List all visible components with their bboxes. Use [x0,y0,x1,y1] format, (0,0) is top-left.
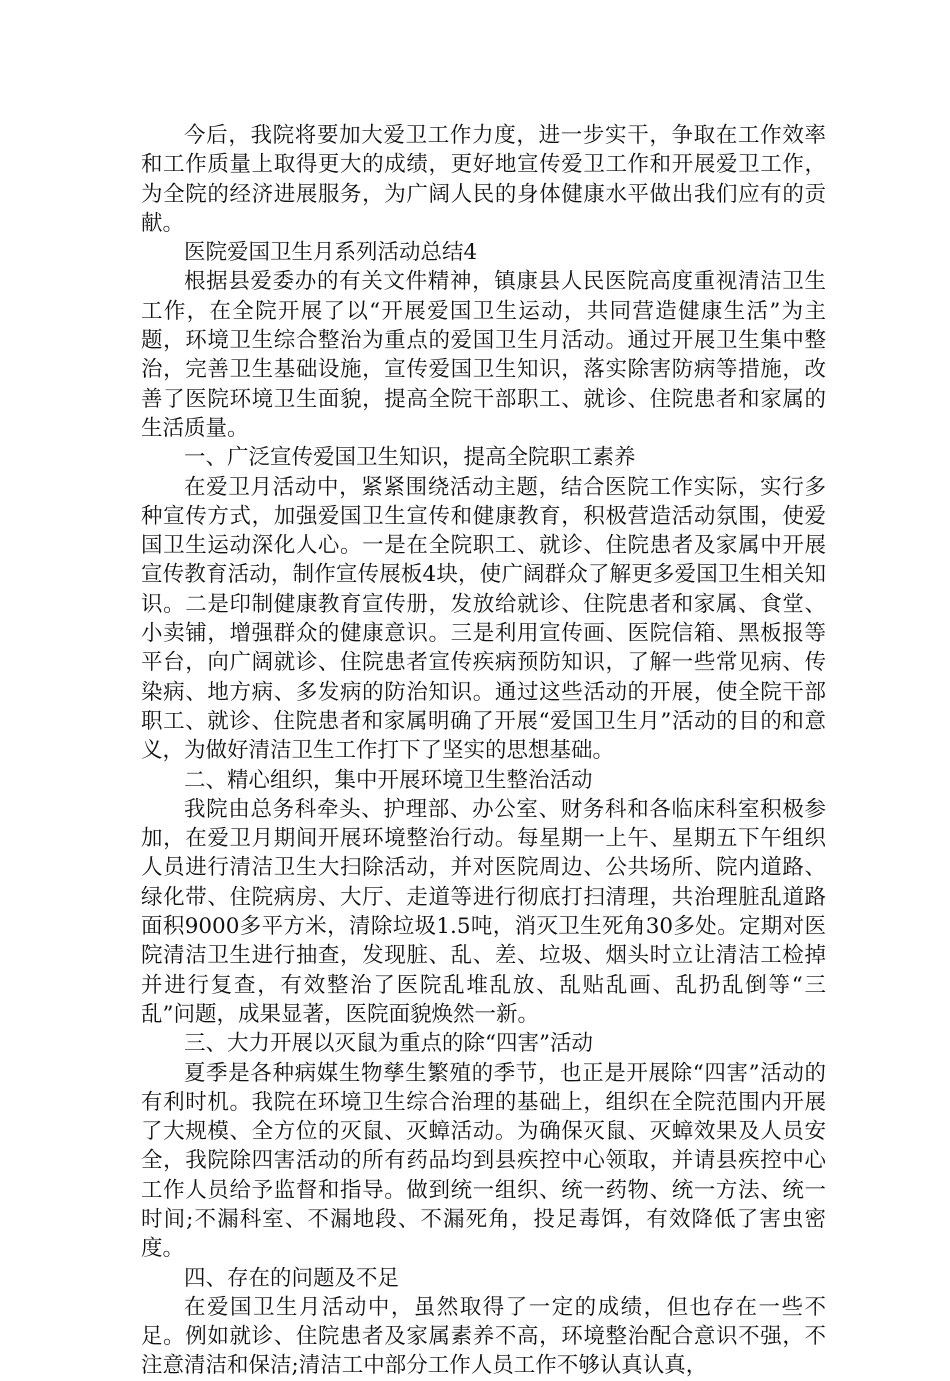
closing-paragraph: 今后，我院将要加大爱卫工作力度，进一步实干，争取在工作效率和工作质量上取得更大的成绩，更好地宣传爱卫工作和开展爱卫工作，为全院的经济进展服务，为广阔人民的身体健康水平做出我们应有的贡献。 [141,123,826,236]
section-2-paragraph: 我院由总务科牵头、护理部、办公室、财务科和各临床科室积极参加，在爱卫月期间开展环境整治行动。每星期一上午、星期五下午组织人员进行清洁卫生大扫除活动，并对医院周边、公共场所、院内道路、绿化带、住院病房、大厅、走道等进行彻底打扫清理，共治理脏乱道路面积9000多平方米，清除垃圾1.5吨，消灭卫生死角30多处。定期对医院清洁卫生进行抽查，发现脏、乱、差、垃圾、烟头时立让清洁工检掉并进行复查，有效整治了医院乱堆乱放、乱贴乱画、乱扔乱倒等“三乱”问题，成果显著，医院面貌焕然一新。 [141,796,826,1027]
document-body [141,121,826,1381]
intro-paragraph: 根据县爱委办的有关文件精神，镇康县人民医院高度重视清洁卫生工作，在全院开展了以“开展爱国卫生运动，共同营造健康生活”为主题，环境卫生综合整治为重点的爱国卫生月活动。通过开展卫生集中整治，完善卫生基础设施，宣传爱国卫生知识，落实除害防病等措施，改善了医院环境卫生面貌，提高全院干部职工、就诊、住院患者和家属的生活质量。 [141,269,826,441]
section-4-paragraph: 在爱国卫生月活动中，虽然取得了一定的成绩，但也存在一些不足。例如就诊、住院患者及家属素养不高，环境整治配合意识不强，不注意清洁和保洁;清洁工中部分工作人员工作不够认真认真， [141,1294,826,1379]
section-heading-4: 四、存在的问题及不足 [184,1265,400,1291]
section-heading-3: 三、大力开展以灭鼠为重点的除“四害”活动 [184,1031,593,1057]
section-3-paragraph: 夏季是各种病媒生物孳生繁殖的季节，也正是开展除“四害”活动的有利时机。我院在环境卫生综合治理的基础上，组织在全院范围内开展了大规模、全方位的灭鼠、灭蟑活动。为确保灭鼠、灭蟑效果及人员安全，我院除四害活动的所有药品均到县疾控中心领取，并请县疾控中心工作人员给予监督和指导。做到统一组织、统一药物、统一方法、统一时间;不漏科室、不漏地段、不漏死角，投足毒饵，有效降低了害虫密度。 [141,1060,826,1262]
section-1-paragraph: 在爱卫月活动中，紧紧围绕活动主题，结合医院工作实际，实行多种宣传方式，加强爱国卫生宣传和健康教育，积极营造活动氛围，使爱国卫生运动深化人心。一是在全院职工、就诊、住院患者及家属中开展宣传教育活动，制作宣传展板4块，使广阔群众了解更多爱国卫生相关知识。二是印制健康教育宣传册，发放给就诊、住院患者和家属、食堂、小卖铺，增强群众的健康意识。三是利用宣传画、医院信箱、黑板报等平台，向广阔就诊、住院患者宣传疾病预防知识，了解一些常见病、传染病、地方病、多发病的防治知识。通过这些活动的开展，使全院干部职工、就诊、住院患者和家属明确了开展“爱国卫生月”活动的目的和意义，为做好清洁卫生工作打下了坚实的思想基础。 [141,474,826,764]
section-heading-1: 一、广泛宣传爱国卫生知识，提高全院职工素养 [184,445,636,471]
section-heading-2: 二、精心组织，集中开展环境卫生整治活动 [184,767,593,793]
report-title: 医院爱国卫生月系列活动总结4 [184,240,478,266]
